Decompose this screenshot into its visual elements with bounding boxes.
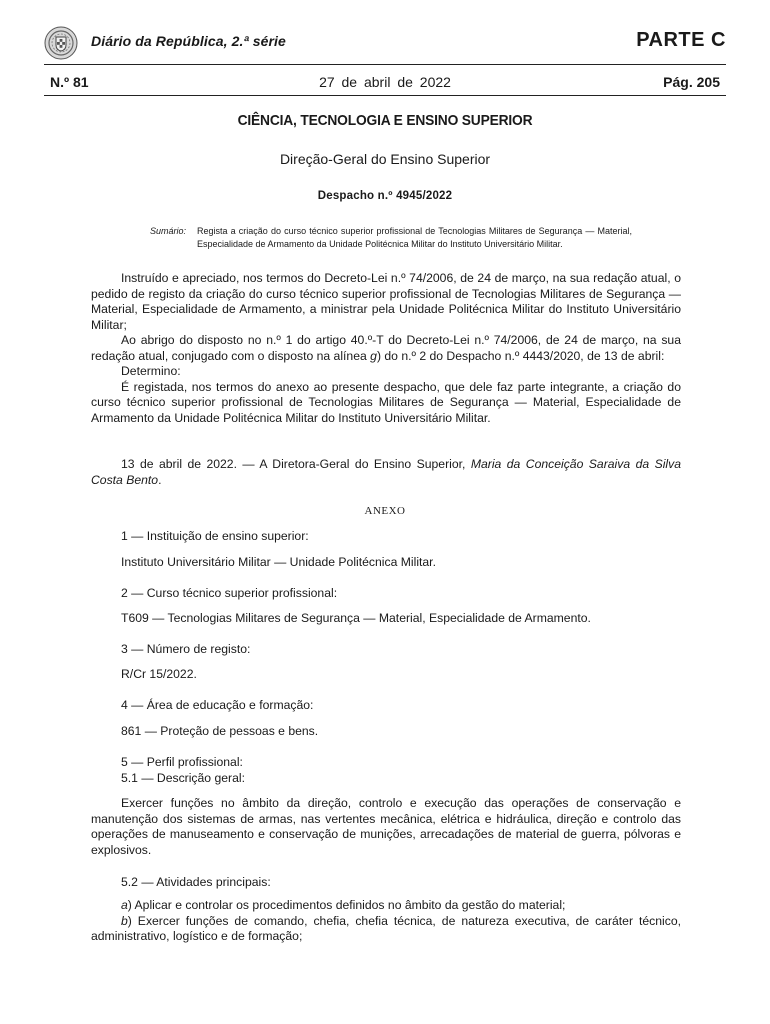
signature-block [91, 457, 681, 488]
annex-section-5-1-heading: 5.1 — Descrição geral: [121, 771, 245, 785]
paragraph-registada: É registada, nos termos do anexo ao presente despacho, que dele faz parte integrante, a criação do curso técnico superior profissional de Tecnologias Militares de Segurança — Material, Especialidade de Armamento da Unidade Politécnica Militar do Instituto Universitário Militar. [91, 379, 681, 425]
direction-heading: Direção-Geral do Ensino Superior [279, 151, 491, 167]
signature-end: . [158, 472, 162, 487]
activities-list [91, 898, 681, 945]
coat-of-arms-icon [44, 26, 78, 60]
activity-text-b: ) Exercer funções de comando, chefia, chefia técnica, de natureza executiva, de caráter técnico, administrativo, logístico e de formação; [91, 913, 681, 943]
header-rule-top [44, 64, 726, 65]
activity-text-a: ) Aplicar e controlar os procedimentos definidos no âmbito da gestão do material; [127, 898, 566, 912]
annex-section-3-value: R/Cr 15/2022. [121, 667, 197, 681]
signatory-name: Maria da Conceição Saraiva da Silva Costa Bento [91, 457, 681, 487]
paragraph-determino: Determino: [121, 364, 181, 378]
signature-date: 13 de abril de 2022. — A Diretora-Geral do Ensino Superior, [121, 457, 471, 471]
signature-line [91, 457, 681, 488]
journal-header [44, 26, 726, 60]
annex-section-3-heading: 3 — Número de registo: [121, 642, 251, 656]
alinea-letter: g [370, 348, 377, 363]
annex-section-4-heading: 4 — Área de educação e formação: [121, 698, 314, 712]
despacho-title: Despacho n.º 4945/2022 [317, 190, 453, 202]
ministry-heading: CIÊNCIA, TECNOLOGIA E ENSINO SUPERIOR [237, 112, 533, 129]
activity-item-a [91, 898, 681, 914]
activity-letter-a: a [121, 898, 128, 912]
activity-item-b [91, 914, 681, 945]
annex-section-1-heading: 1 — Instituição de ensino superior: [121, 529, 309, 543]
summary-label: Sumário: [150, 226, 187, 236]
issue-bar [50, 74, 720, 92]
header-rule-bottom [44, 95, 726, 96]
preamble [91, 271, 681, 426]
annex-section-4-value: 861 — Proteção de pessoas e bens. [121, 724, 319, 738]
annex-section-5-heading: 5 — Perfil profissional: [121, 755, 243, 769]
paragraph-instruido: Instruído e apreciado, nos termos do Decreto-Lei n.º 74/2006, de 24 de março, na sua redação atual, o pedido de registo da criação do curso técnico superior profissional de Tecnologias Militares de Segurança — Material, Especialidade de Armamento, a ministrar pela Unidade Politécnica Militar do Instituto Universitário Militar; [91, 271, 681, 332]
part-label: PARTE C [636, 29, 726, 51]
summary [150, 225, 632, 250]
journal-title: Diário da República, 2.ª série [91, 33, 286, 49]
issue-number: N.º 81 [50, 74, 89, 90]
annex-section-5-1-text: Exercer funções no âmbito da direção, controlo e execução das operações de conservação e manutenção dos sistemas de armas, nas vertentes mecânica, elétrica e hidráulica, direção e controlo das operações de manuseamento e conservação de munições, arrecadações de material de guerra, pólvoras e explosivos. [91, 796, 681, 857]
summary-text: Regista a criação do curso técnico superior profissional de Tecnologias Militares de Segurança — Material, Especialidade de Armamento da Unidade Politécnica Militar do Instituto Universitário Militar. [197, 226, 632, 249]
paragraph-ao-abrigo-end: ) do n.º 2 do Despacho n.º 4443/2020, de 13 de abril: [376, 348, 665, 363]
page-number: Pág. 205 [663, 74, 720, 90]
annex-section-5-2-heading: 5.2 — Atividades principais: [121, 875, 271, 889]
annex-title: ANEXO [364, 505, 406, 517]
annex-description-block [91, 796, 681, 858]
activity-letter-b: b [121, 913, 128, 928]
issue-date: 27 de abril de 2022 [319, 74, 451, 90]
annex-section-2-heading: 2 — Curso técnico superior profissional: [121, 586, 338, 600]
annex-section-2-value: T609 — Tecnologias Militares de Segurança — Material, Especialidade de Armamento. [121, 611, 591, 625]
paragraph-ao-abrigo-text: Ao abrigo do disposto no n.º 1 do artigo 40.º-T do Decreto-Lei n.º 74/2006, de 24 de março, na sua redação atual, conjugado com o disposto na alínea [91, 333, 681, 363]
paragraph-ao-abrigo [91, 333, 681, 364]
annex-section-1-value: Instituto Universitário Militar — Unidade Politécnica Militar. [121, 555, 436, 569]
